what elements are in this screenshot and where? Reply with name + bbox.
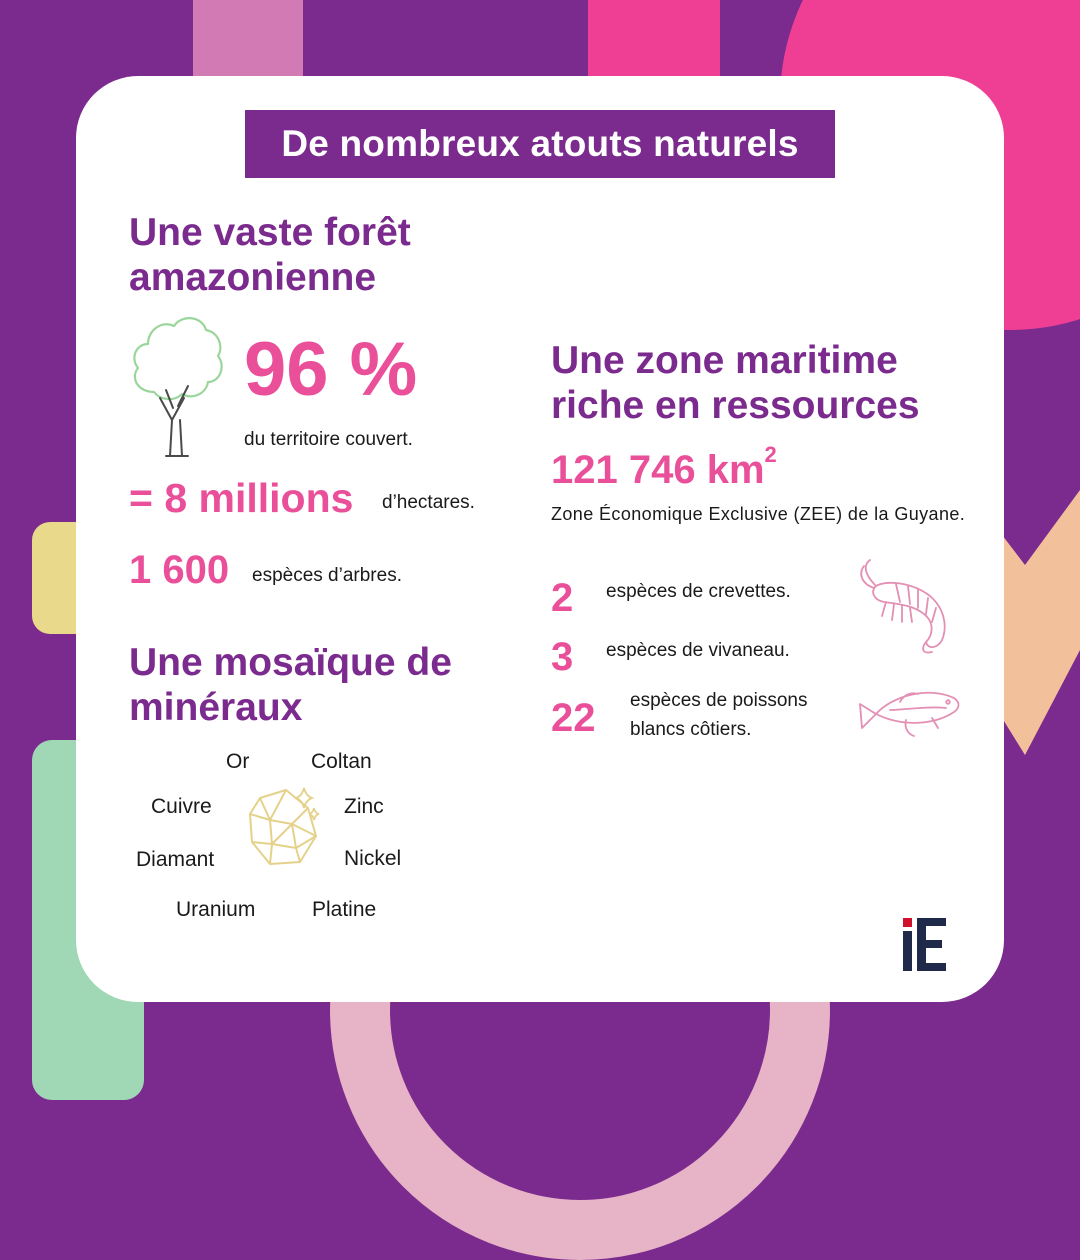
maritime-stat-label: espèces de poissons blancs côtiers. (630, 690, 808, 740)
minerals-heading-line2: minéraux (129, 686, 303, 729)
forest-hectares-value: = 8 millions (129, 475, 354, 521)
maritime-area-value (551, 442, 777, 492)
gem-icon (246, 786, 324, 868)
maritime-stat-label: espèces de crevettes. (606, 581, 791, 602)
forest-hectares-label: d’hectares. (382, 492, 475, 513)
mineral-item: Cuivre (151, 795, 212, 818)
shrimp-icon (856, 556, 956, 656)
tree-icon (126, 310, 226, 460)
ie-logo (902, 917, 948, 972)
forest-heading (129, 210, 411, 300)
maritime-stat-value: 3 (551, 635, 574, 679)
fish-icon (856, 684, 966, 744)
forest-percent-label: du territoire couvert. (244, 429, 413, 450)
maritime-area-exponent: 2 (764, 442, 777, 467)
forest-species-value: 1 600 (129, 548, 230, 592)
mineral-item: Or (226, 750, 250, 773)
minerals-heading-line1: Une mosaïque de (129, 641, 452, 684)
mineral-item: Uranium (176, 898, 256, 921)
forest-heading-line1: Une vaste forêt (129, 211, 411, 254)
maritime-area-number: 121 746 km (551, 448, 765, 492)
maritime-heading-line2: riche en ressources (551, 384, 920, 427)
maritime-heading-line1: Une zone maritime (551, 339, 898, 382)
mineral-item: Coltan (311, 750, 372, 773)
mineral-item: Zinc (344, 795, 384, 818)
mineral-item: Diamant (136, 848, 215, 871)
forest-heading-line2: amazonienne (129, 256, 377, 299)
maritime-zee-text: Zone Économique Exclusive (ZEE) de la Guyane. (551, 504, 966, 524)
page-title-banner (245, 110, 835, 178)
maritime-stat-label: espèces de vivaneau. (606, 640, 790, 661)
mineral-item: Nickel (344, 847, 402, 870)
mineral-item: Platine (312, 898, 377, 921)
forest-species-label: espèces d’arbres. (252, 565, 402, 586)
page-title: De nombreux atouts naturels (281, 123, 799, 164)
maritime-heading (551, 338, 920, 428)
forest-percent-value: 96 % (244, 327, 418, 412)
maritime-stat-value: 22 (551, 696, 596, 740)
minerals-heading (129, 640, 452, 730)
maritime-stat-value: 2 (551, 576, 574, 620)
